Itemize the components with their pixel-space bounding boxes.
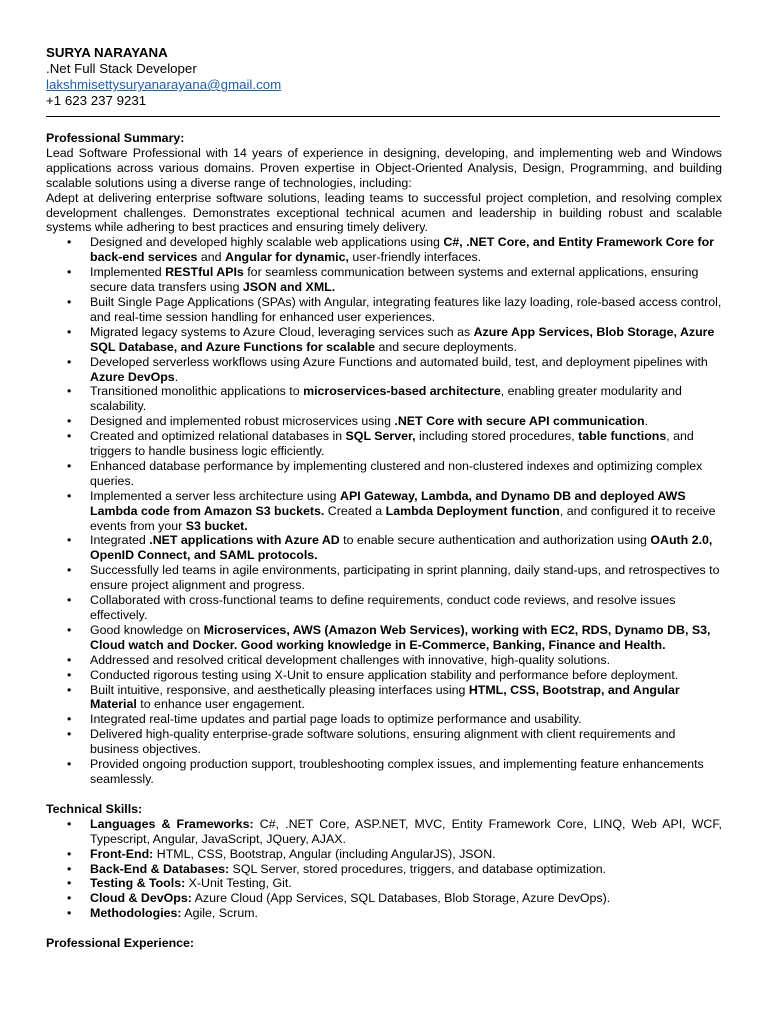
skill-label: Cloud & DevOps: bbox=[90, 891, 192, 906]
bullet-text: including stored procedures, bbox=[415, 429, 579, 444]
summary-bullet-item bbox=[46, 265, 722, 295]
bullet-text: , enabling greater modularity and scalability. bbox=[90, 384, 682, 414]
bullet-text-bold: microservices-based architecture bbox=[303, 384, 501, 399]
bullet-icon: • bbox=[67, 876, 72, 891]
bullet-text: Created and optimized relational databases in bbox=[90, 429, 346, 444]
skill-label: Back-End & Databases: bbox=[90, 861, 230, 876]
bullet-text: Designed and developed highly scalable web applications using bbox=[90, 235, 444, 250]
bullet-icon: • bbox=[67, 861, 72, 876]
bullet-text: , and configured it to receive events from your bbox=[90, 503, 716, 533]
skill-item bbox=[46, 906, 722, 921]
bullet-text: Migrated legacy systems to Azure Cloud, leveraging services such as bbox=[90, 324, 474, 339]
bullet-text-bold: Azure App Services, Blob Storage, Azure SQL Database, and Azure Functions for scalable bbox=[90, 324, 715, 354]
bullet-icon: • bbox=[67, 727, 72, 742]
summary-bullet-item bbox=[46, 683, 722, 713]
bullet-icon: • bbox=[67, 667, 72, 682]
bullet-icon: • bbox=[67, 682, 72, 697]
bullet-text: . bbox=[174, 369, 179, 384]
bullet-text: to enable secure authentication and authorization using bbox=[339, 533, 651, 548]
skill-value: Agile, Scrum. bbox=[181, 906, 258, 921]
bullet-text-bold: .NET applications with Azure AD bbox=[149, 533, 340, 548]
summary-paragraph: Lead Software Professional with 14 years of experience in designing, developing, and implementing web and Windows applications across various domains. Proven expertise in Object-Oriented Analysis, Design, Programming, and building scalable solutions using a diverse range of technologies, including: bbox=[46, 145, 722, 190]
skill-item bbox=[46, 876, 722, 891]
experience-heading: Professional Experience: bbox=[46, 936, 195, 951]
bullet-text-bold: Microservices, AWS (Amazon Web Services), working with EC2, RDS, Dynamo DB, S3, Cloud watch and Docker. Good working knowledge in E-Commerce, Banking, Finance and Health. bbox=[90, 622, 711, 652]
bullet-icon: • bbox=[67, 891, 72, 906]
bullet-text: Created a bbox=[324, 503, 386, 518]
bullet-icon: • bbox=[67, 458, 72, 473]
bullet-text-bold: HTML, CSS, Bootstrap, and Angular Material bbox=[90, 682, 680, 712]
skill-value: Azure Cloud (App Services, SQL Databases, Blob Storage, Azure DevOps). bbox=[191, 891, 611, 906]
summary-bullet-item bbox=[46, 712, 722, 727]
bullet-text-bold: API Gateway, Lambda, and Dynamo DB and deployed AWS Lambda code from Amazon S3 buckets. bbox=[90, 488, 686, 518]
bullet-text: Built intuitive, responsive, and aesthetically pleasing interfaces using bbox=[90, 682, 469, 697]
skills-heading: Technical Skills: bbox=[46, 801, 143, 816]
bullet-text: Successfully led teams in agile environments, participating in sprint planning, daily stand-ups, and retrospectives to ensure project alignment and progress. bbox=[90, 563, 720, 593]
bullet-icon: • bbox=[67, 354, 72, 369]
skill-item bbox=[46, 847, 722, 862]
bullet-text-bold: RESTful APIs bbox=[165, 265, 244, 280]
bullet-icon: • bbox=[67, 757, 72, 772]
bullet-text-bold: Azure DevOps bbox=[90, 369, 175, 384]
summary-bullet-item bbox=[46, 295, 722, 325]
bullet-icon: • bbox=[67, 324, 72, 339]
bullet-text-bold: table functions bbox=[578, 429, 667, 444]
bullet-text: Implemented bbox=[90, 265, 166, 280]
bullet-icon: • bbox=[67, 429, 72, 444]
bullet-text: Built Single Page Applications (SPAs) with Angular, integrating features like lazy loading, role-based access control, and real-time session handling for enhanced user experiences. bbox=[90, 294, 722, 324]
bullet-text: Developed serverless workflows using Azure Functions and automated build, test, and deployment pipelines with bbox=[90, 354, 708, 369]
summary-heading: Professional Summary: bbox=[46, 131, 185, 145]
bullet-text: . bbox=[644, 414, 649, 429]
skill-label: Methodologies: bbox=[90, 906, 182, 921]
bullet-text: Good knowledge on bbox=[90, 622, 204, 637]
bullet-text-bold: C#, .NET Core, and Entity Framework Core for back-end services bbox=[90, 235, 714, 265]
bullet-icon: • bbox=[67, 563, 72, 578]
skill-value: X-Unit Testing, Git. bbox=[185, 876, 292, 891]
summary-bullet-item bbox=[46, 325, 722, 355]
summary-bullet-item bbox=[46, 623, 722, 653]
bullet-text: and bbox=[197, 250, 226, 265]
phone-number: +1 623 237 9231 bbox=[46, 93, 147, 108]
bullet-text: Integrated bbox=[90, 533, 150, 548]
bullet-icon: • bbox=[67, 414, 72, 429]
summary-bullet-item bbox=[46, 384, 722, 414]
bullet-text-bold: JSON and XML. bbox=[242, 280, 336, 295]
summary-bullet-list bbox=[46, 235, 722, 787]
bullet-text: Provided ongoing production support, troubleshooting complex issues, and implementing feature enhancements seamlessly. bbox=[90, 757, 704, 786]
skill-item bbox=[46, 862, 722, 877]
bullet-icon: • bbox=[67, 294, 72, 309]
bullet-text: , and triggers to handle business logic efficiently. bbox=[90, 429, 694, 459]
summary-bullet-item bbox=[46, 593, 722, 623]
skills-list bbox=[46, 817, 722, 921]
bullet-icon: • bbox=[67, 265, 72, 280]
skill-value: C#, .NET Core, ASP.NET, MVC, Entity Framework Core, LINQ, Web API, WCF, Typescript, Angular, JavaScript, JQuery, AJAX. bbox=[90, 816, 722, 846]
skill-item bbox=[46, 817, 722, 847]
skill-value: SQL Server, stored procedures, triggers, and database optimization. bbox=[229, 861, 607, 876]
summary-bullet-item bbox=[46, 489, 722, 534]
bullet-text: user-friendly interfaces. bbox=[348, 250, 482, 265]
summary-bullet-item bbox=[46, 429, 722, 459]
bullet-icon: • bbox=[67, 533, 72, 548]
bullet-text: Implemented a server less architecture using bbox=[90, 488, 340, 503]
summary-bullet-item bbox=[46, 563, 722, 593]
bullet-text-bold: Lambda Deployment function bbox=[385, 503, 560, 518]
bullet-icon: • bbox=[67, 906, 72, 921]
bullet-icon: • bbox=[67, 846, 72, 861]
bullet-icon: • bbox=[67, 712, 72, 727]
bullet-text-bold: .NET Core with secure API communication bbox=[394, 414, 645, 429]
header-divider bbox=[46, 116, 720, 117]
bullet-icon: • bbox=[67, 593, 72, 608]
bullet-text: Addressed and resolved critical development challenges with innovative, high-quality solutions. bbox=[90, 652, 611, 667]
bullet-text: Delivered high-quality enterprise-grade software solutions, ensuring alignment with client requirements and business objectives. bbox=[90, 727, 676, 757]
summary-bullet-item bbox=[46, 653, 722, 668]
summary-paragraph: Adept at delivering enterprise software solutions, leading teams to successful project completion, and resolving complex development challenges. Demonstrates exceptional technical acumen and leadership in building robust and scalable systems while adhering to best practices and ensuring timely delivery. bbox=[46, 190, 722, 235]
bullet-text: Transitioned monolithic applications to bbox=[90, 384, 304, 399]
skill-label: Languages & Frameworks: bbox=[90, 816, 254, 831]
summary-bullet-item bbox=[46, 668, 722, 683]
bullet-text: Collaborated with cross-functional teams to define requirements, conduct code reviews, and resolve issues effectively. bbox=[90, 593, 676, 622]
bullet-icon: • bbox=[67, 384, 72, 399]
skill-value: HTML, CSS, Bootstrap, Angular (including AngularJS), JSON. bbox=[153, 846, 496, 861]
skill-label: Testing & Tools: bbox=[90, 876, 186, 891]
bullet-icon: • bbox=[67, 488, 72, 503]
summary-bullet-item bbox=[46, 757, 722, 787]
bullet-text: Enhanced database performance by implementing clustered and non-clustered indexes and optimizing complex queries. bbox=[90, 458, 703, 488]
bullet-text-bold: S3 bucket. bbox=[185, 518, 248, 533]
bullet-text: Conducted rigorous testing using X-Unit to ensure application stability and performance before deployment. bbox=[90, 667, 679, 682]
summary-bullet-item bbox=[46, 533, 722, 563]
bullet-icon: • bbox=[67, 235, 72, 250]
skill-item bbox=[46, 891, 722, 906]
summary-bullet-item bbox=[46, 235, 722, 265]
bullet-text: Designed and implemented robust microservices using bbox=[90, 414, 395, 429]
resume-page bbox=[46, 44, 722, 951]
summary-bullet-item bbox=[46, 727, 722, 757]
summary-bullet-item bbox=[46, 355, 722, 385]
candidate-title: .Net Full Stack Developer bbox=[46, 61, 197, 76]
bullet-text-bold: SQL Server, bbox=[345, 429, 416, 444]
summary-bullet-item bbox=[46, 459, 722, 489]
bullet-text-bold: Angular for dynamic, bbox=[225, 250, 349, 265]
candidate-name: SURYA NARAYANA bbox=[46, 45, 168, 60]
bullet-text: for seamless communication between systems and external applications, ensuring secure data transfers using bbox=[90, 265, 699, 295]
bullet-text: Integrated real-time updates and partial page loads to optimize performance and usability. bbox=[90, 712, 582, 727]
bullet-text: and secure deployments. bbox=[375, 339, 517, 354]
summary-bullet-item bbox=[46, 414, 722, 429]
skill-label: Front-End: bbox=[90, 846, 154, 861]
bullet-icon: • bbox=[67, 622, 72, 637]
email-link[interactable]: lakshmisettysuryanarayana@gmail.com bbox=[46, 77, 282, 92]
bullet-text: to enhance user engagement. bbox=[136, 697, 305, 712]
bullet-icon: • bbox=[67, 816, 72, 831]
bullet-text-bold: OAuth 2.0, OpenID Connect, and SAML protocols. bbox=[90, 533, 713, 563]
bullet-icon: • bbox=[67, 652, 72, 667]
